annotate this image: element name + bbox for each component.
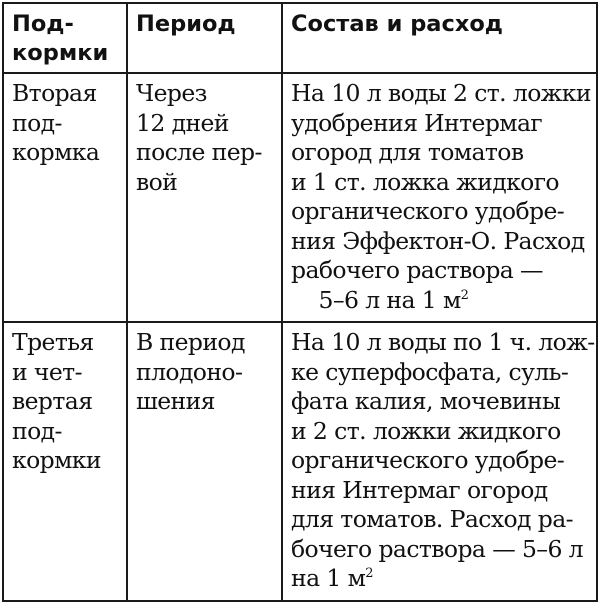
- composition-cell: На 10 л воды 2 ст. ложки удобрения Интермаг огород для томатов и 1 ст. ложка жидкого органического удобре- ния Эффектон-О. Расход рабочего раствора — 5–6 л на 1 $м^2$: [282, 73, 597, 322]
- feeding-cell: Третья и чет- вертая под- кормки: [3, 322, 127, 601]
- table-row: [3, 73, 597, 322]
- header-row: [3, 3, 597, 73]
- table-row: [3, 322, 597, 601]
- rate-line: 5–6 л на 1 $м^2$: [318, 285, 469, 314]
- period-cell: Через 12 дней после пер- вой: [127, 73, 282, 322]
- rate-line: на 1 $м^2$: [291, 564, 373, 592]
- header-period: Период: [127, 3, 282, 73]
- header-composition: Состав и расход: [282, 3, 597, 73]
- composition-cell: На 10 л воды по 1 ч. лож- ке суперфосфата, суль- фата калия, мочевины и 2 ст. ложки жидкого органического удобре- ния Интермаг огород для томатов. Расход ра- бочего раствора — 5–6 л на 1 $м^2$: [282, 322, 597, 601]
- fertilizer-table: [2, 2, 598, 602]
- feeding-cell: Вторая под- кормка: [3, 73, 127, 322]
- header-feeding: Под- кормки: [3, 3, 127, 73]
- period-cell: В период плодоно- шения: [127, 322, 282, 601]
